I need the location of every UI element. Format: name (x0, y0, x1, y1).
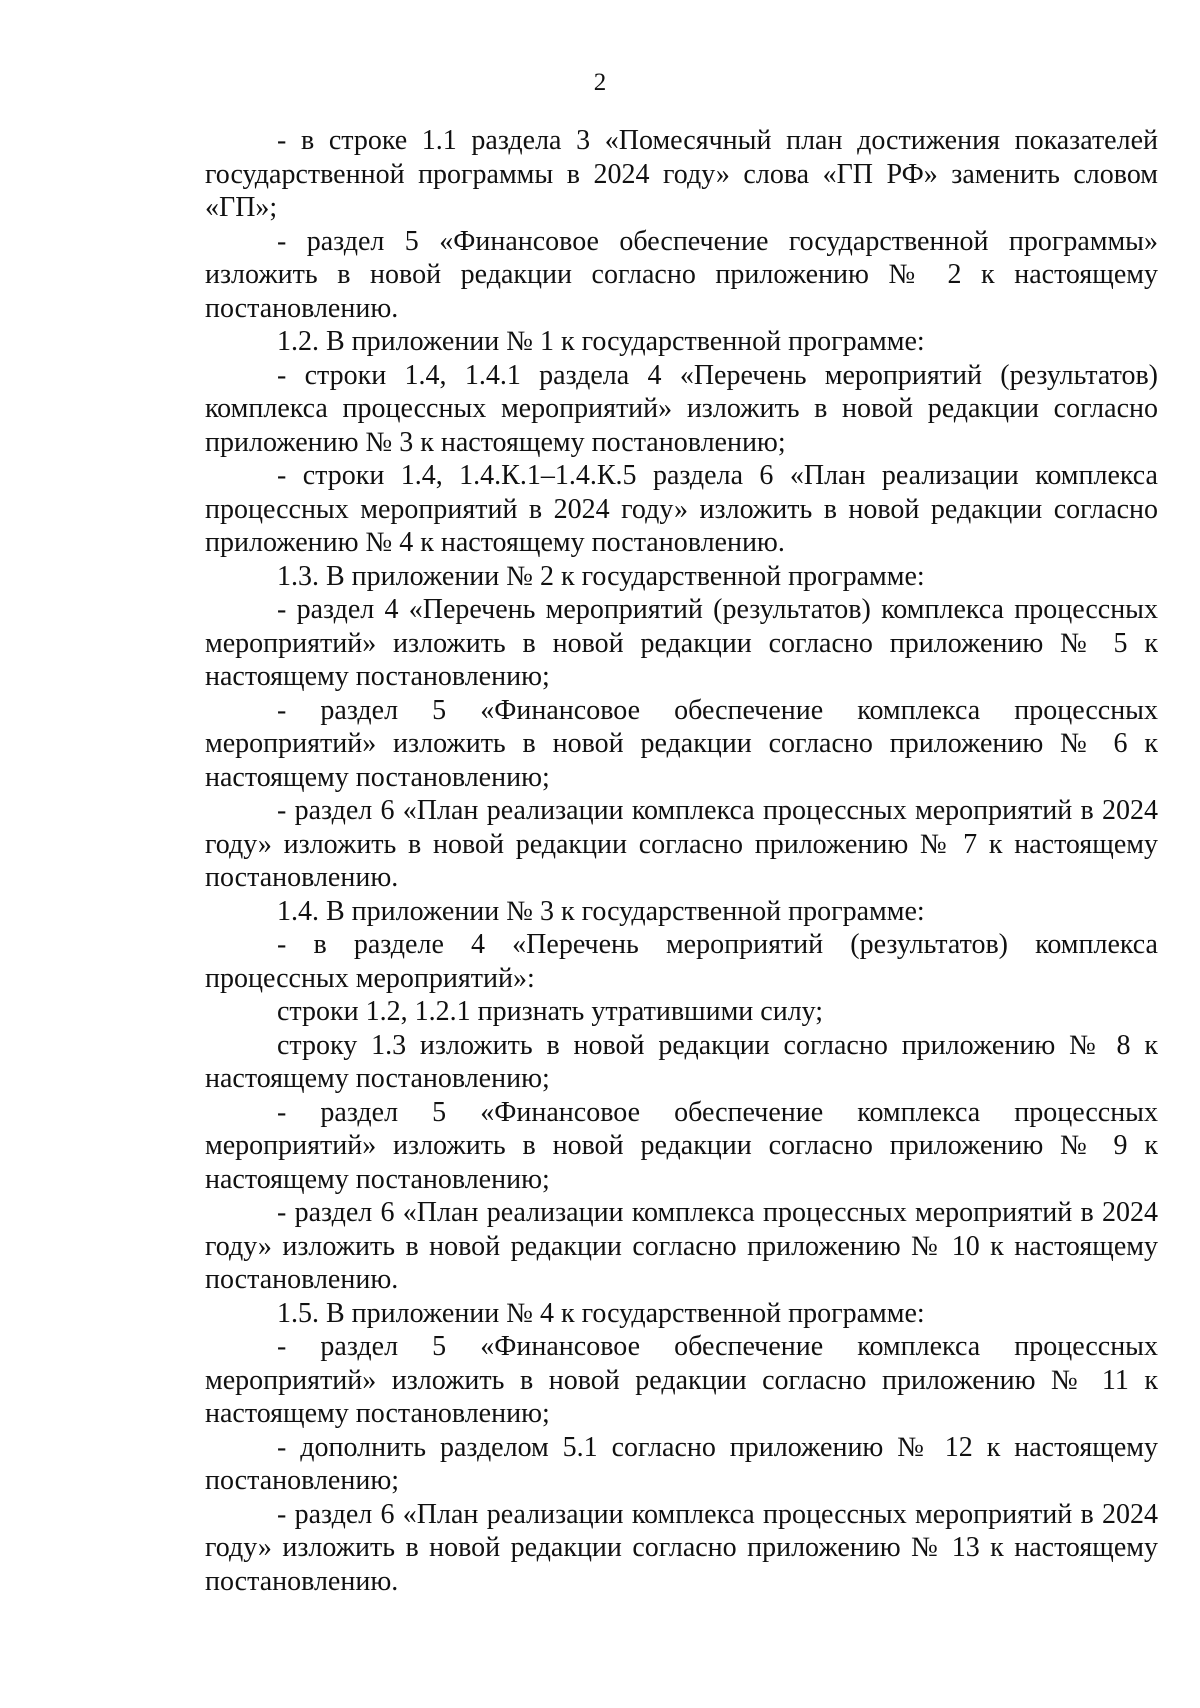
section-heading: 1.3. В приложении № 2 к государственной программе: (277, 560, 925, 592)
paragraph: - раздел 5 «Финансовое обеспечение комплекса процессных мероприятий» изложить в новой редакции согласно приложению № 11 к настоящему постановлению; (205, 1331, 1158, 1429)
paragraph: - строки 1.4, 1.4.К.1–1.4.К.5 раздела 6 «План реализации комплекса процессных мероприятий в 2024 году» изложить в новой редакции согласно приложению № 4 к настоящему постановлению. (205, 460, 1158, 558)
paragraph: - дополнить разделом 5.1 согласно приложению № 12 к настоящему постановлению; (205, 1431, 1158, 1496)
section-heading: 1.2. В приложении № 1 к государственной программе: (277, 326, 925, 357)
document-body (205, 124, 1158, 1598)
paragraph: строку 1.3 изложить в новой редакции согласно приложению № 8 к настоящему постановлению; (205, 1029, 1158, 1094)
paragraph: - раздел 6 «План реализации комплекса процессных мероприятий в 2024 году» изложить в новой редакции согласно приложению № 10 к настоящему постановлению. (205, 1197, 1158, 1295)
paragraph: - в строке 1.1 раздела 3 «Помесячный план достижения показателей государственной программы в 2024 году» слова «ГП РФ» заменить словом «ГП»; (205, 125, 1158, 223)
paragraph: - строки 1.4, 1.4.1 раздела 4 «Перечень мероприятий (результатов) комплекса процессных мероприятий» изложить в новой редакции согласно приложению № 3 к настоящему постановлению; (205, 359, 1158, 458)
paragraph: - раздел 5 «Финансовое обеспечение государственной программы» изложить в новой редакции согласно приложению № 2 к настоящему постановлению. (205, 225, 1158, 324)
paragraph: - раздел 5 «Финансовое обеспечение комплекса процессных мероприятий» изложить в новой редакции согласно приложению № 9 к настоящему постановлению; (205, 1096, 1158, 1195)
paragraph: строки 1.2, 1.2.1 признать утратившими силу; (277, 996, 824, 1027)
page-number: 2 (593, 69, 607, 96)
paragraph: - раздел 6 «План реализации комплекса процессных мероприятий в 2024 году» изложить в новой редакции согласно приложению № 13 к настоящему постановлению. (205, 1498, 1158, 1597)
paragraph: - раздел 6 «План реализации комплекса процессных мероприятий в 2024 году» изложить в новой редакции согласно приложению № 7 к настоящему постановлению. (205, 795, 1158, 893)
paragraph: - в разделе 4 «Перечень мероприятий (результатов) комплекса процессных мероприятий»: (205, 929, 1158, 994)
section-heading: 1.4. В приложении № 3 к государственной программе: (277, 895, 925, 927)
paragraph: - раздел 4 «Перечень мероприятий (результатов) комплекса процессных мероприятий» изложить в новой редакции согласно приложению № 5 к настоящему постановлению; (205, 594, 1158, 692)
section-heading: 1.5. В приложении № 4 к государственной программе: (277, 1297, 925, 1329)
paragraph: - раздел 5 «Финансовое обеспечение комплекса процессных мероприятий» изложить в новой редакции согласно приложению № 6 к настоящему постановлению; (205, 694, 1158, 793)
